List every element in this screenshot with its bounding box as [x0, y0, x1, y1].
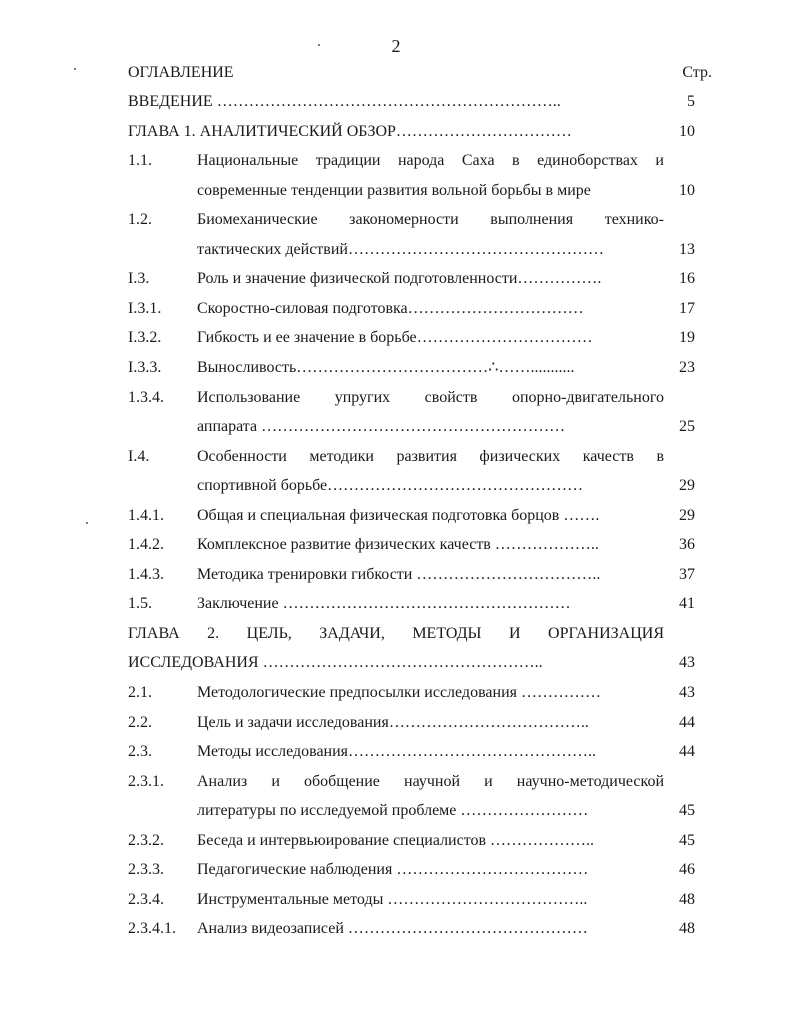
- toc-entry-text: Методологические предпосылки исследования ……………: [197, 684, 601, 701]
- toc-entry-text: Общая и специальная физическая подготовка борцов …….: [197, 506, 600, 524]
- toc-entry-number: 2.3.4.1.: [128, 920, 176, 938]
- toc-entry-number: 2.3.2.: [128, 831, 164, 849]
- toc-entry-number: 2.3.: [128, 743, 152, 761]
- toc-entry-text: Роль и значение физической подготовленности…………….: [197, 270, 602, 288]
- toc-entry-page: 10: [679, 181, 695, 199]
- toc-entry-number: I.3.3.: [128, 358, 162, 376]
- toc-header: [128, 64, 712, 82]
- toc-entry-number: 1.4.2.: [128, 536, 164, 554]
- toc-entry-text: Заключение ………………………………………………: [197, 595, 571, 613]
- scan-speck: [86, 522, 88, 524]
- toc-entry-text: Цель и задачи исследования………………………………..: [197, 713, 589, 731]
- toc-entry-text: Методика тренировки гибкости ……………………………..: [197, 565, 601, 583]
- toc-entry-page: 44: [679, 713, 695, 731]
- toc-entry-page: 10: [679, 122, 695, 140]
- toc-entry-text: Методы исследования………………………………………..: [197, 743, 597, 761]
- toc-entry-number: 2.3.1.: [128, 772, 164, 790]
- toc-entry-text: Биомеханические закономерности выполнения технико-: [197, 211, 664, 229]
- toc-entry-page: 45: [679, 802, 695, 820]
- toc-entry-page: 43: [679, 684, 695, 701]
- toc-entry-text: Беседа и интервьюирование специалистов ………………..: [197, 831, 595, 849]
- toc-entry-number: 1.2.: [128, 211, 152, 229]
- toc-entry-text: Выносливость………………………………∴……...........: [197, 358, 575, 376]
- toc-entry-text: ГЛАВА 2. ЦЕЛЬ, ЗАДАЧИ, МЕТОДЫ И ОРГАНИЗАЦИЯ: [128, 624, 664, 642]
- toc-entry-page: 48: [679, 920, 695, 938]
- toc-entry-text: Национальные традиции народа Саха в единоборствах и: [197, 152, 664, 170]
- toc-entry-number: 1.4.3.: [128, 565, 164, 583]
- toc-entry-number: I.3.: [128, 270, 150, 288]
- toc-entry-page: 19: [679, 329, 695, 347]
- toc-entry-number: I.4.: [128, 447, 150, 465]
- toc-entry-page: 29: [679, 506, 695, 524]
- scan-speck: [74, 68, 76, 70]
- toc-entry-text: ИССЛЕДОВАНИЯ ……………………………………………..: [128, 654, 543, 672]
- toc-entry-number: I.3.2.: [128, 329, 162, 347]
- toc-entry-text: аппарата …………………………………………………: [197, 418, 566, 436]
- toc-entry-page: 25: [679, 418, 695, 436]
- toc-entry-text: Анализ и обобщение научной и научно-методической: [197, 772, 664, 790]
- toc-entry-page: 48: [679, 890, 695, 908]
- toc-entry-page: 17: [679, 299, 695, 317]
- toc-entry-number: I.3.1.: [128, 299, 162, 317]
- toc-entry-text: тактических действий…………………………………………: [197, 240, 604, 258]
- toc-entry-page: 36: [679, 536, 695, 554]
- toc-entry-number: 1.5.: [128, 595, 152, 613]
- scan-speck: [318, 44, 320, 46]
- toc-title: ОГЛАВЛЕНИЕ: [128, 64, 234, 81]
- toc-entry-text: литературы по исследуемой проблеме ……………………: [197, 802, 589, 820]
- toc-entry-text: Особенности методики развития физических качеств в: [197, 447, 664, 465]
- toc-entry-page: 23: [679, 358, 695, 376]
- toc-entry-page: 37: [679, 565, 695, 583]
- toc-entry-page: 29: [679, 477, 695, 495]
- toc-entry-number: 2.1.: [128, 684, 152, 701]
- toc-entry-text: современные тенденции развития вольной борьбы в мире: [197, 181, 591, 199]
- toc-entry-page: 44: [679, 743, 695, 761]
- toc-entry-page: 45: [679, 831, 695, 849]
- toc-entry-text: Инструментальные методы ………………………………..: [197, 890, 588, 908]
- page-number: 2: [391, 36, 401, 56]
- toc-entry-number: 1.4.1.: [128, 506, 164, 524]
- toc-entry-text: Использование упругих свойств опорно-двигательного: [197, 388, 664, 406]
- toc-entry-text: Педагогические наблюдения ………………………………: [197, 861, 589, 879]
- toc-entry-text: Скоростно-силовая подготовка……………………………: [197, 299, 584, 317]
- toc-entry-number: 2.3.4.: [128, 890, 164, 908]
- toc-entry-text: Анализ видеозаписей ………………………………………: [197, 920, 588, 938]
- toc-entry-page: 43: [679, 654, 695, 672]
- toc-entry-page: 16: [679, 270, 695, 288]
- toc-entry-page: 13: [679, 240, 695, 258]
- toc-entry-number: 2.3.3.: [128, 861, 164, 879]
- page-column-label: Стр.: [682, 64, 712, 81]
- toc-entry-page: 41: [679, 595, 695, 613]
- toc-entry-number: 1.1.: [128, 152, 152, 170]
- toc-entry-page: 46: [679, 861, 695, 879]
- toc-entry-number: 2.2.: [128, 713, 152, 731]
- toc-entry-text: ГЛАВА 1. АНАЛИТИЧЕСКИЙ ОБЗОР……………………………: [128, 122, 572, 140]
- toc-entry-text: спортивной борьбе…………………………………………: [197, 477, 584, 495]
- toc-entry-text: Комплексное развитие физических качеств ………………..: [197, 536, 599, 554]
- toc-entry-number: 1.3.4.: [128, 388, 164, 406]
- toc-entry-page: 5: [687, 93, 695, 110]
- toc-entry-text: Гибкость и ее значение в борьбе……………………………: [197, 329, 593, 347]
- toc-entry-text: ВВЕДЕНИЕ ………………………………………………………..: [128, 93, 561, 110]
